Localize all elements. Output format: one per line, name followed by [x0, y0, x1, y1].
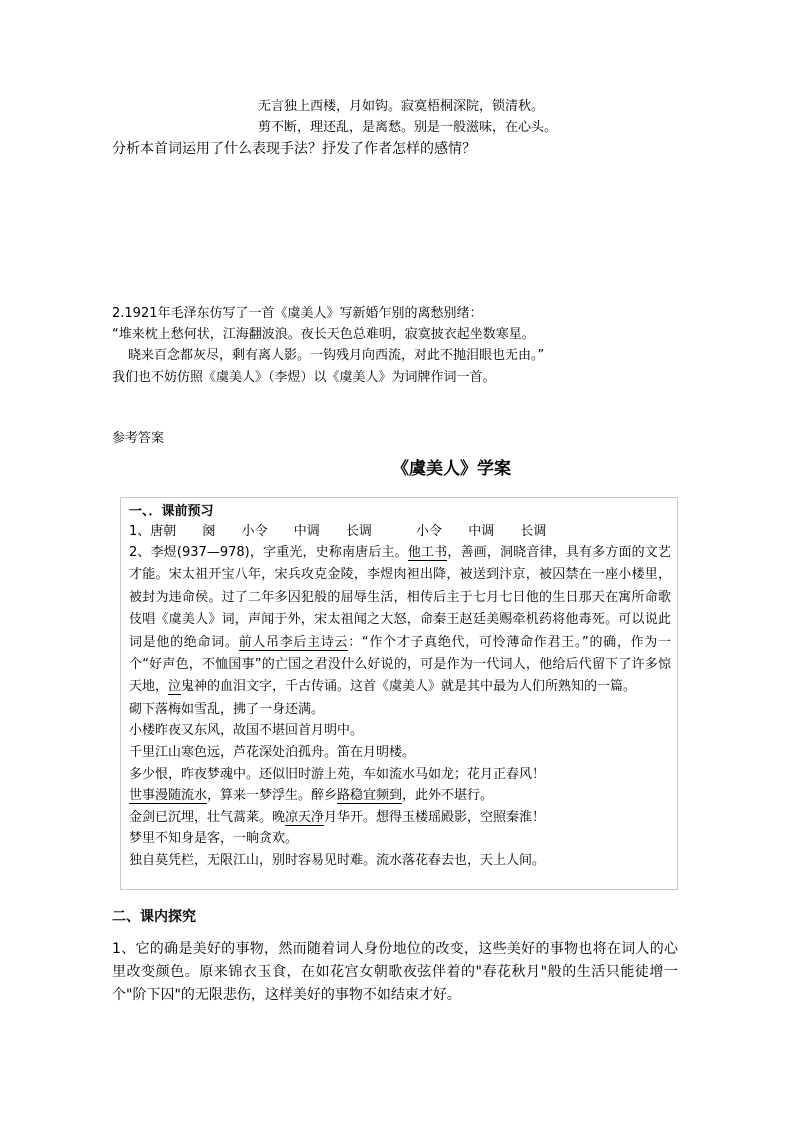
author-biography [129, 542, 671, 699]
question-2-quote-line-1: “堆来枕上愁何状，江海翻波浪。夜长天色总难明，寂寞披衣起坐数寒星。 [112, 327, 535, 342]
verse-line [129, 785, 671, 807]
answer-changdiao-2: 长调 [520, 524, 547, 539]
section-2-answer-1: 1、它的确是美好的事物，然而随着词人身份地位的改变，这些美好的事物也将在词人的心里改变颜色。原来锦衣玉食，在如花宫女朝歌夜弦伴着的"春花秋月"般的生活只能徒增一个"阶下囚"的无限悲伤，这样美好的事物不如结束才好。 [112, 941, 678, 1003]
document-title: 《虞美人》学案 [392, 459, 511, 479]
bio-underlined-1: 他工书 [407, 545, 448, 560]
answer-zhongdiao-2: 中调 [468, 524, 495, 539]
section-2-heading: 二、课内探究 [112, 909, 196, 925]
poem-line-2: 剪不断，理还乱，是离愁。别是一般滋味，在心头。 [258, 120, 558, 135]
preview-box [120, 497, 678, 890]
bio-part-2: ，善画，洞晓音律，具有多方面的文艺才能。宋太祖开宝八年，宋兵攻克金陵，李煜肉袒出降，被送到汴京，被囚禁在一座小楼里，被封为违命侯。过了二年多囚犯般的屈辱生活，相传后主于七月七日他的生日那天在寓所命歌伎唱《虞美人》词，声闻于外，宋太祖闻之大怒，命秦王赵廷美赐牵机药将他毒死。可以说此词是他的绝命词。 [129, 545, 671, 650]
verse-line: 独自莫凭栏，无限江山，别时容易见时难。流水落花春去也，天上人间。 [129, 853, 546, 868]
bio-part-3: ：“作个才子真绝代，可怜薄命作君王。”的确，作为一个“好声色，不恤国事”的亡国之君没什么好说的，可是作为一代词人，他给后代留下了许多惊天地， [129, 634, 671, 695]
verse-underlined: 路稳宜频到 [337, 788, 403, 804]
question-1: 分析本首词运用了什么表现手法？抒发了作者怎样的感情？ [112, 141, 476, 157]
preview-content [129, 502, 671, 872]
preview-heading: 一、．课前预习 [129, 504, 214, 519]
answer-zhongdiao-1: 中调 [293, 524, 320, 539]
reference-answer-label: 参考答案 [112, 431, 165, 446]
bio-underlined-2: 前人吊李后主诗云 [238, 634, 349, 650]
verse-line: 小楼昨夜又东风，故国不堪回首月明中。 [129, 723, 364, 739]
verse-line: 千里江山寒色远，芦花深处泊孤舟。笛在月明楼。 [129, 745, 416, 761]
answer-changdiao-1: 长调 [345, 524, 372, 539]
verse-line [129, 807, 671, 829]
question-2-quote-line-2: 晓来百念都灰尽，剩有离人影。一钩残月向西流，对此不抛泪眼也无由。” [128, 348, 545, 363]
answer-xiaoling-1: 小令 [241, 524, 268, 539]
bio-part-1: 2、李煜(937—978)，字重光，史称南唐后主。 [129, 545, 408, 560]
verse-text: 金剑已沉埋，壮气蒿莱。晚 [129, 809, 286, 825]
poem-line-1: 无言独上西楼，月如钩。寂寞梧桐深院，锁清秋。 [258, 99, 545, 114]
bio-part-4: 鬼神的血泪文字，千古传诵。这首《虞美人》就是其中最为人们所熟知的一篇。 [181, 679, 637, 695]
verse-text: ，算来一梦浮生。醉乡 [207, 788, 338, 804]
question-2-intro: 2.1921年毛泽东仿写了一首《虞美人》写新婚乍别的离愁别绪： [112, 306, 483, 321]
answer-xiaoling-2: 小令 [416, 524, 443, 539]
verse-underlined: 世事漫随流水 [129, 788, 208, 804]
verse-underlined: 凉天净 [285, 809, 325, 825]
answer-que: 阕 [202, 524, 216, 539]
verse-line: 多少恨，昨夜梦魂中。还似旧时游上苑，车如流水马如龙；花月正春风！ [129, 766, 546, 782]
preview-answer-row-1 [129, 522, 671, 542]
verse-line: 梦里不知身是客，一晌贪欢。 [129, 831, 299, 847]
verse-line: 砌下落梅如雪乱，拂了一身还满。 [129, 701, 325, 717]
answer-dynasty: 1、唐朝 [129, 524, 177, 539]
verse-text: 月华开。想得玉楼瑶殿影，空照秦淮！ [324, 809, 546, 825]
verse-text: ，此外不堪行。 [402, 788, 494, 804]
bio-underlined-3: 泣 [168, 679, 182, 695]
question-2-task: 我们也不妨仿照《虞美人》（李煜）以《虞美人》为词牌作词一首。 [112, 370, 496, 385]
